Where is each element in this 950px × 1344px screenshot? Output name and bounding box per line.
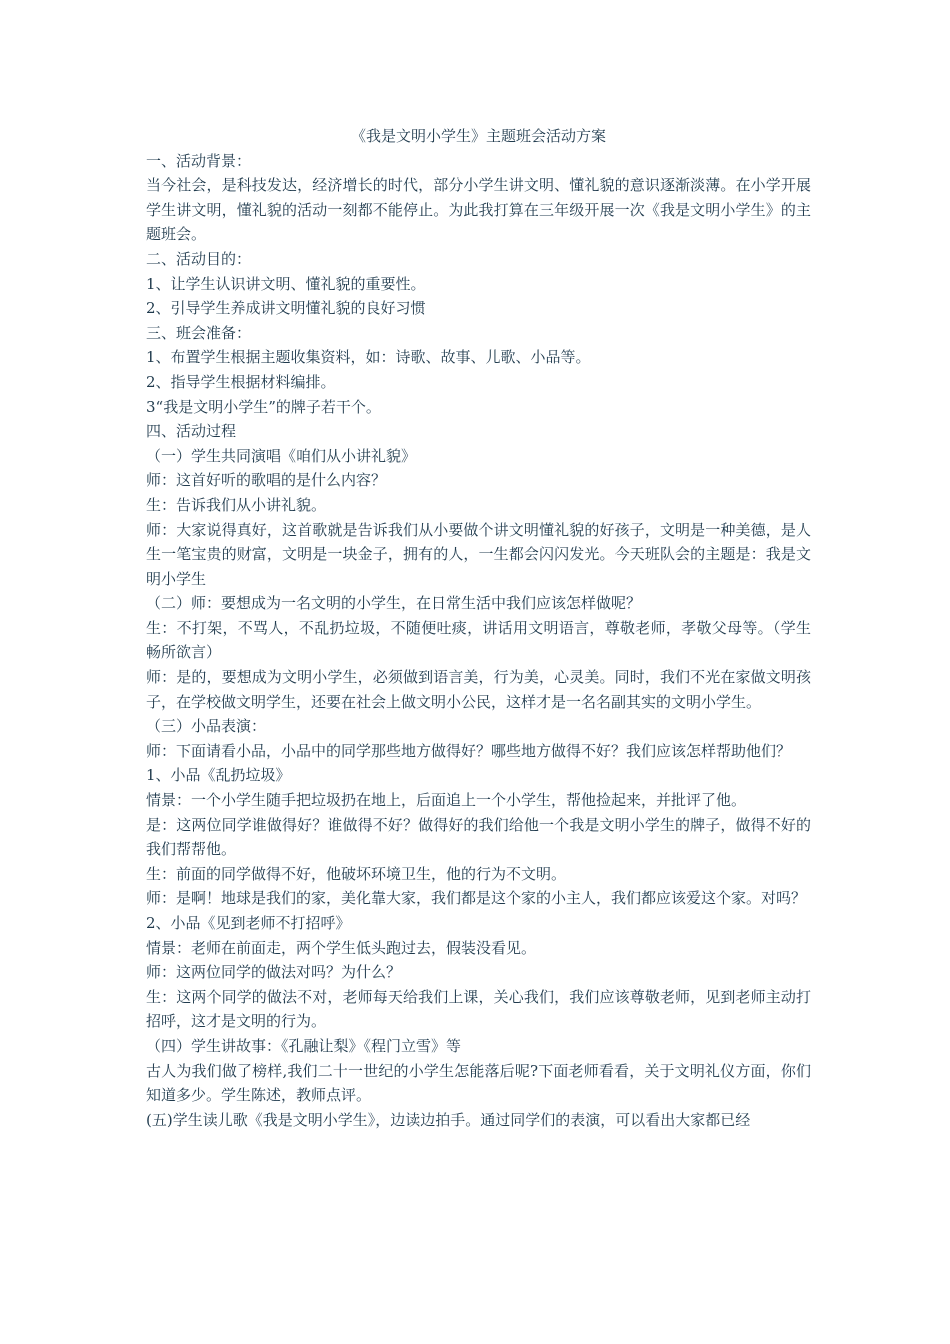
paragraph: （二）师：要想成为一名文明的小学生，在日常生活中我们应该怎样做呢？	[146, 594, 642, 613]
paragraph: 三、班会准备：	[146, 323, 252, 342]
document-title: 《我是文明小学生》主题班会活动方案	[350, 127, 606, 145]
paragraph: （一）学生共同演唱《咱们从小讲礼貌》	[146, 446, 417, 465]
paragraph: 生：这两个同学的做法不对，老师每天给我们上课，关心我们，我们应该尊敬老师，见到老师主动打招呼，这才是文明的行为。	[146, 987, 811, 1031]
document-body	[146, 149, 811, 1133]
paragraph: 1、让学生认识讲文明、懂礼貌的重要性。	[146, 274, 426, 293]
paragraph: 师：下面请看小品，小品中的同学那些地方做得好？哪些地方做得不好？我们应该怎样帮助他们？	[146, 741, 792, 760]
paragraph: 生：告诉我们从小讲礼貌。	[146, 495, 327, 514]
paragraph: （三）小品表演：	[146, 717, 267, 736]
paragraph: 一、活动背景：	[146, 151, 252, 170]
paragraph: 1、布置学生根据主题收集资料，如：诗歌、故事、儿歌、小品等。	[146, 348, 591, 367]
paragraph: 师：这两位同学的做法对吗？为什么？	[146, 963, 402, 982]
paragraph: 师：这首好听的歌唱的是什么内容？	[146, 471, 387, 490]
paragraph: 2、引导学生养成讲文明懂礼貌的良好习惯	[146, 299, 426, 318]
paragraph: 1、小品《乱扔垃圾》	[146, 766, 291, 785]
paragraph: 师：大家说得真好，这首歌就是告诉我们从小要做个讲文明懂礼貌的好孩子，文明是一种美德，是人生一笔宝贵的财富，文明是一块金子，拥有的人，一生都会闪闪发光。今天班队会的主题是：我是文明小学生	[146, 520, 811, 588]
paragraph: （四）学生讲故事：《孔融让梨》《程门立雪》等	[146, 1036, 462, 1055]
paragraph: 3“我是文明小学生”的牌子若干个。	[146, 397, 381, 416]
paragraph: 情景：老师在前面走，两个学生低头跑过去，假装没看见。	[146, 938, 537, 957]
document-page	[146, 124, 811, 1132]
paragraph: 2、指导学生根据材料编排。	[146, 372, 336, 391]
paragraph: 师：是的，要想成为文明小学生，必须做到语言美，行为美，心灵美。同时，我们不光在家做文明孩子，在学校做文明学生，还要在社会上做文明小公民，这样才是一名名副其实的文明小学生。	[146, 668, 811, 711]
paragraph: (五)学生读儿歌《我是文明小学生》，边读边拍手。通过同学们的表演，可以看出大家都已经	[146, 1110, 751, 1129]
paragraph: 2、小品《见到老师不打招呼》	[146, 914, 351, 932]
paragraph: 生：不打架，不骂人，不乱扔垃圾，不随便吐痰，讲话用文明语言，尊敬老师，孝敬父母等。（学生畅所欲言）	[146, 618, 811, 662]
paragraph: 师：是啊！地球是我们的家，美化靠大家，我们都是这个家的小主人，我们都应该爱这个家。对吗？	[146, 889, 807, 908]
paragraph: 二、活动目的：	[146, 249, 252, 268]
paragraph: 当今社会，是科技发达，经济增长的时代，部分小学生讲文明、懂礼貌的意识逐渐淡薄。在小学开展学生讲文明，懂礼貌的活动一刻都不能停止。为此我打算在三年级开展一次《我是文明小学生》的主题班会。	[146, 176, 811, 244]
paragraph: 是：这两位同学谁做得好？谁做得不好？做得好的我们给他一个我是文明小学生的牌子，做得不好的我们帮帮他。	[146, 815, 811, 859]
paragraph: 四、活动过程	[146, 422, 237, 441]
paragraph: 古人为我们做了榜样,我们二十一世纪的小学生怎能落后呢?下面老师看看，关于文明礼仪方面，你们知道多少。学生陈述，教师点评。	[146, 1061, 811, 1105]
paragraph: 生：前面的同学做得不好，他破坏环境卫生，他的行为不文明。	[146, 864, 567, 883]
paragraph: 情景：一个小学生随手把垃圾扔在地上，后面追上一个小学生，帮他捡起来，并批评了他。	[146, 791, 747, 810]
